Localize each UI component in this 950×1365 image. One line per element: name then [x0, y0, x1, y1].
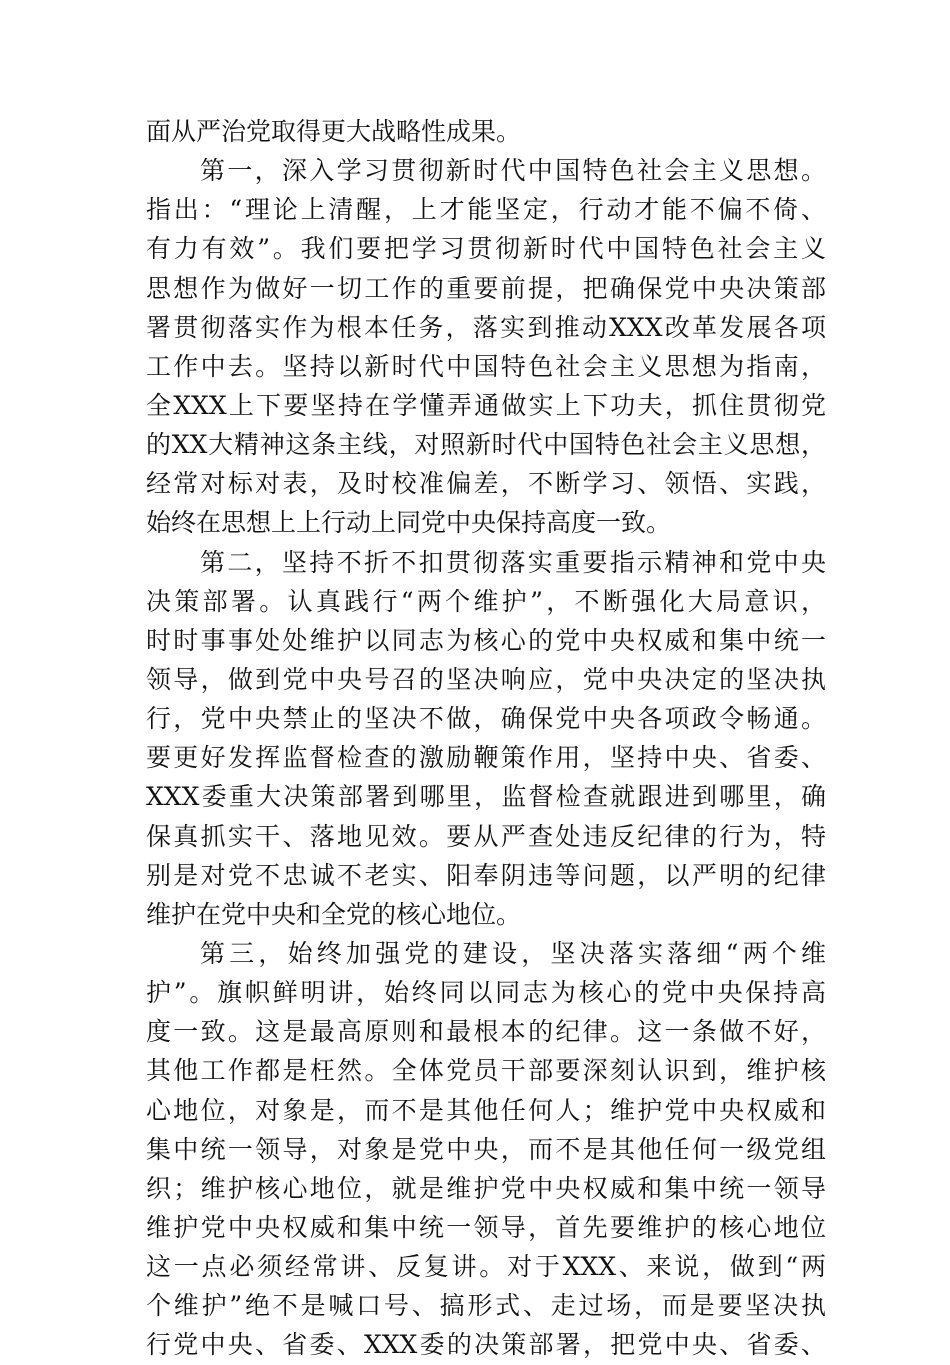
text-line: 这一点必须经常讲、反复讲。对于XXX、来说，做到“两: [146, 1252, 826, 1282]
text-line: 保真抓实干、落地见效。要从严查处违反纪律的行为，特: [146, 821, 826, 851]
text-line: 全XXX上下要坚持在学懂弄通做实上下功夫，抓住贯彻党: [146, 390, 826, 420]
text-line: 行党中央、省委、XXX委的决策部署，把党中央、省委、: [146, 1330, 826, 1360]
text-line: XXX委重大决策部署到哪里，监督检查就跟进到哪里，确: [146, 782, 826, 812]
text-line: 指出：“理论上清醒，上才能坚定，行动才能不偏不倚、: [146, 195, 826, 225]
paragraph-first-line: 第二，坚持不折不扣贯彻落实重要指示精神和党中央: [200, 547, 826, 577]
text-line: 其他工作都是枉然。全体党员干部要深刻认识到，维护核: [146, 1056, 826, 1086]
text-line: 度一致。这是最高原则和最根本的纪律。这一条做不好，: [146, 1017, 826, 1047]
text-line: 始终在思想上上行动上同党中央保持高度一致。: [146, 508, 672, 538]
text-line: 要更好发挥监督检查的激励鞭策作用，坚持中央、省委、: [146, 743, 826, 773]
text-line: 织；维护核心地位，就是维护党中央权威和集中统一领导: [146, 1173, 826, 1203]
text-line: 工作中去。坚持以新时代中国特色社会主义思想为指南，: [146, 351, 826, 381]
text-line: 心地位，对象是，而不是其他任何人；维护党中央权威和: [146, 1095, 826, 1125]
text-line: 署贯彻落实作为根本任务，落实到推动XXX改革发展各项: [146, 312, 826, 342]
text-line: 经常对标对表，及时校准偏差，不断学习、领悟、实践，: [146, 469, 826, 499]
text-line: 的XX大精神这条主线，对照新时代中国特色社会主义思想，: [146, 430, 826, 460]
text-line: 有力有效”。我们要把学习贯彻新时代中国特色社会主义: [146, 234, 826, 264]
text-line: 思想作为做好一切工作的重要前提，把确保党中央决策部: [146, 273, 826, 303]
text-line: 面从严治党取得更大战略性成果。: [146, 117, 522, 146]
text-line: 行，党中央禁止的坚决不做，确保党中央各项政令畅通。: [146, 704, 826, 734]
text-line: 护”。旗帜鲜明讲，始终同以同志为核心的党中央保持高: [146, 978, 826, 1008]
paragraph-first-line: 第一，深入学习贯彻新时代中国特色社会主义思想。: [200, 156, 826, 186]
text-line: 个维护”绝不是喊口号、搞形式、走过场，而是要坚决执: [146, 1291, 826, 1321]
text-line: 维护在党中央和全党的核心地位。: [146, 899, 522, 929]
text-line: 维护党中央权威和集中统一领导，首先要维护的核心地位: [146, 1212, 826, 1242]
text-line: 时时事事处处维护以同志为核心的党中央权威和集中统一: [146, 625, 826, 655]
text-line: 决策部署。认真践行“两个维护”，不断强化大局意识，: [146, 586, 826, 616]
text-line: 集中统一领导，对象是党中央，而不是其他任何一级党组: [146, 1134, 826, 1164]
text-line: 别是对党不忠诚不老实、阳奉阴违等问题，以严明的纪律: [146, 860, 826, 890]
body-text: [146, 112, 826, 1365]
text-line: 领导，做到党中央号召的坚决响应，党中央决定的坚决执: [146, 664, 826, 694]
paragraph-first-line: 第三，始终加强党的建设，坚决落实落细“两个维: [200, 938, 826, 968]
